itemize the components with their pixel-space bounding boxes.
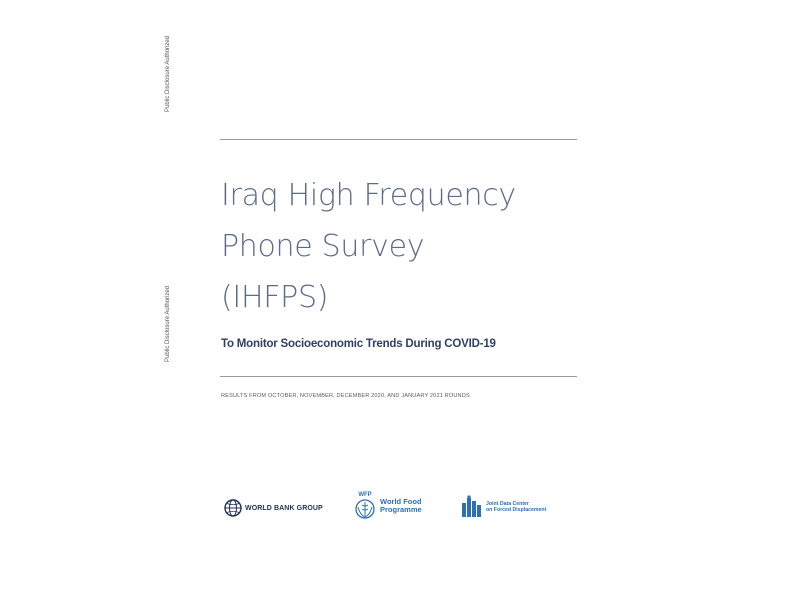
- jdc-line-1: Joint Data Center: [486, 500, 529, 507]
- jdc-logo: [461, 495, 546, 519]
- report-title: [221, 170, 581, 323]
- wfp-emblem-letters: WFP: [358, 492, 372, 498]
- report-subtitle: To Monitor Socioeconomic Trends During COVID-19: [221, 338, 496, 350]
- jdc-emblem-icon: [461, 495, 483, 519]
- wfp-logo: [354, 490, 422, 522]
- jdc-wordmark: [486, 501, 546, 514]
- partner-logos: [224, 490, 584, 530]
- divider-bottom: [220, 376, 577, 377]
- disclosure-note-bottom: Public Disclosure Authorized: [165, 285, 171, 362]
- wfp-emblem-icon: [354, 490, 376, 522]
- title-line-3: (IHFPS): [221, 280, 329, 315]
- title-line-1: Iraq High Frequency: [221, 178, 516, 213]
- wfp-line-1: World Food: [380, 497, 422, 506]
- wfp-wordmark: [380, 498, 422, 514]
- divider-top: [220, 139, 577, 140]
- globe-icon: [224, 499, 242, 517]
- world-bank-logo: [224, 499, 323, 517]
- world-bank-wordmark: WORLD BANK GROUP: [245, 504, 323, 512]
- jdc-line-2: on Forced Displacement: [486, 507, 547, 513]
- results-rounds-line: RESULTS FROM OCTOBER, NOVEMBER, DECEMBER 2020, AND JANUARY 2021 ROUNDS: [221, 393, 470, 399]
- title-line-2: Phone Survey: [221, 229, 425, 264]
- disclosure-note-top: Public Disclosure Authorized: [165, 35, 171, 112]
- wfp-line-2: Programme: [380, 505, 422, 514]
